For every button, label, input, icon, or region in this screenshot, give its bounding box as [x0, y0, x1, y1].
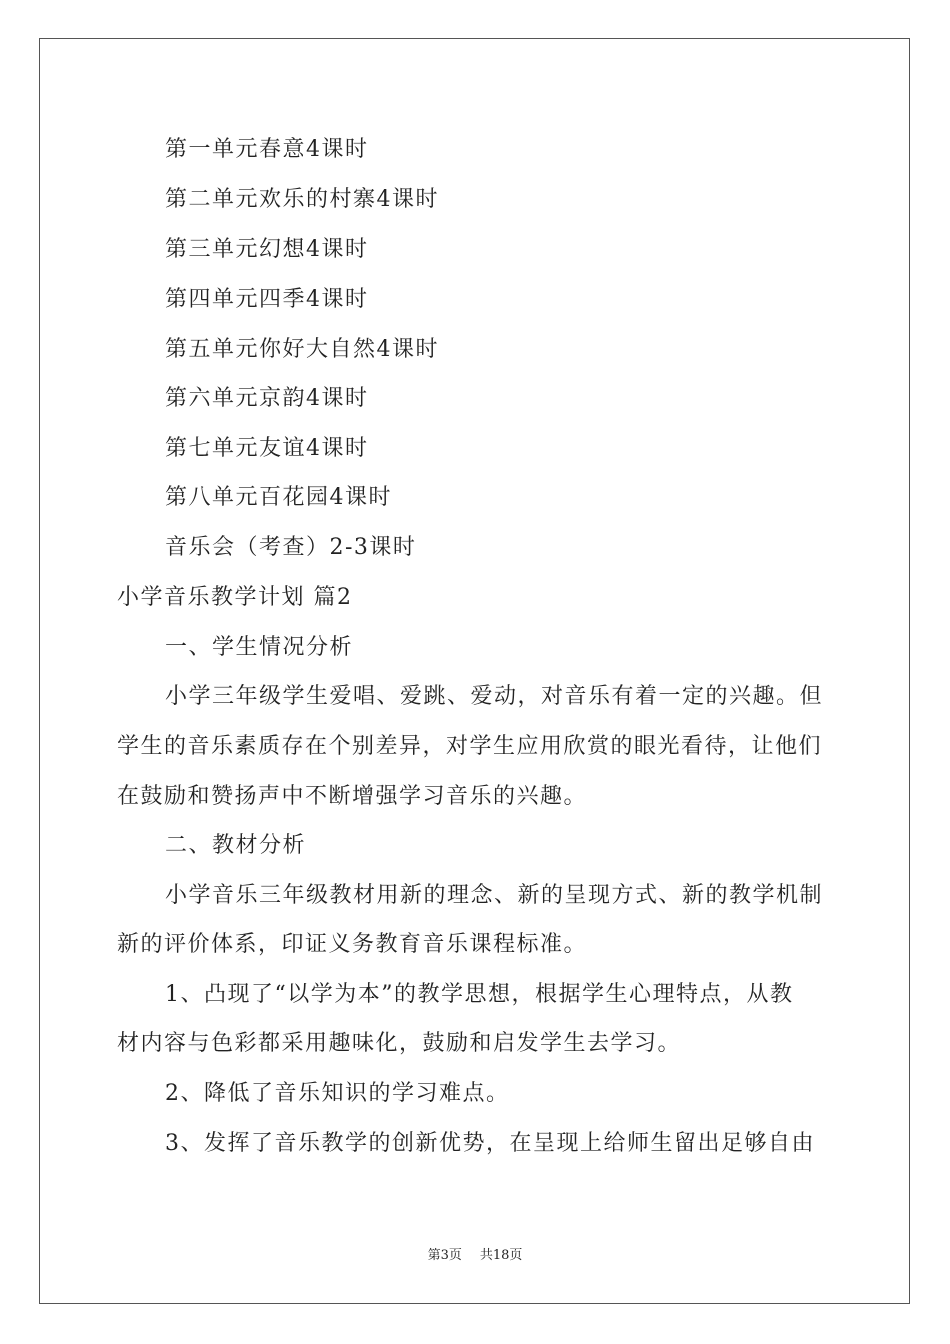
unit-line-9: 音乐会（考查）2-3课时: [165, 535, 417, 560]
unit-line-2: 第二单元欢乐的村寨4课时: [165, 187, 439, 212]
paragraph-1-line-2: 学生的音乐素质存在个别差异，对学生应用欣赏的眼光看待，让他们: [117, 734, 823, 759]
paragraph-2-line-2: 新的评价体系，印证义务教育音乐课程标准。: [117, 932, 588, 957]
unit-line-3: 第三单元幻想4课时: [165, 237, 369, 262]
unit-line-5: 第五单元你好大自然4课时: [165, 337, 439, 362]
heading-textbook-analysis: 二、教材分析: [165, 833, 307, 858]
page-border: [39, 38, 910, 1304]
section-title: 小学音乐教学计划 篇2: [117, 585, 353, 610]
paragraph-1-line-1: 小学三年级学生爱唱、爱跳、爱动，对音乐有着一定的兴趣。但: [165, 684, 824, 709]
heading-student-analysis: 一、学生情况分析: [165, 635, 354, 660]
point-1-line-2: 材内容与色彩都采用趣味化，鼓励和启发学生去学习。: [117, 1031, 682, 1056]
point-2: 2、降低了音乐知识的学习难点。: [165, 1081, 510, 1106]
page-total: 共18页: [479, 1248, 523, 1263]
unit-line-1: 第一单元春意4课时: [165, 137, 369, 162]
unit-line-4: 第四单元四季4课时: [165, 287, 369, 312]
point-3-line-1: 3、发挥了音乐教学的创新优势，在呈现上给师生留出足够自由: [165, 1131, 815, 1156]
paragraph-1-line-3: 在鼓励和赞扬声中不断增强学习音乐的兴趣。: [117, 784, 588, 809]
page-number: 第3页: [427, 1248, 462, 1263]
page-footer: [0, 1247, 950, 1265]
unit-line-8: 第八单元百花园4课时: [165, 485, 392, 510]
unit-line-6: 第六单元京韵4课时: [165, 386, 369, 411]
unit-line-7: 第七单元友谊4课时: [165, 436, 369, 461]
paragraph-2-line-1: 小学音乐三年级教材用新的理念、新的呈现方式、新的教学机制: [165, 883, 824, 908]
point-1-line-1: 1、凸现了“以学为本”的教学思想，根据学生心理特点，从教: [165, 982, 794, 1007]
